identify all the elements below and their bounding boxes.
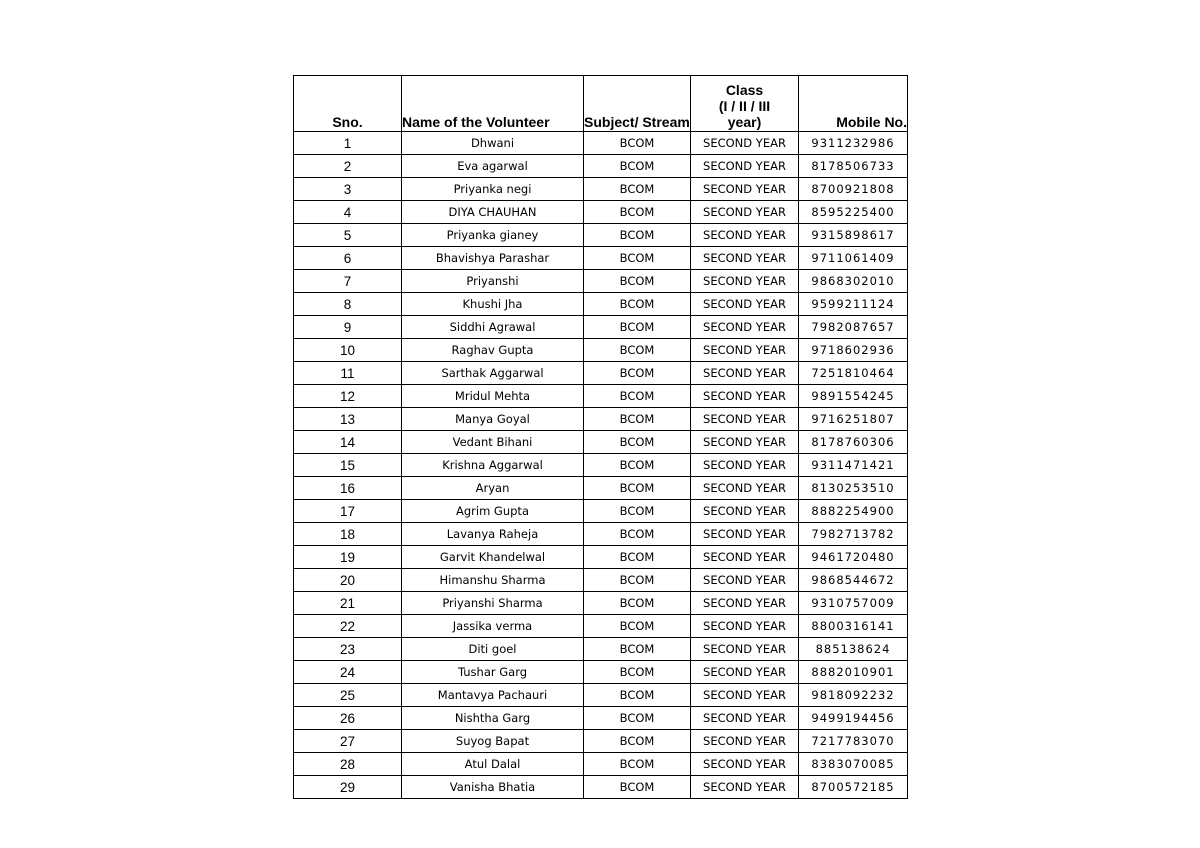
cell-class: SECOND YEAR: [691, 753, 799, 776]
table-row: [294, 638, 908, 661]
cell-sno: 27: [294, 730, 402, 753]
cell-volunteer-name: Vedant Bihani: [402, 431, 584, 454]
table-row: [294, 293, 908, 316]
cell-sno: 14: [294, 431, 402, 454]
header-subject-stream: Subject/ Stream: [584, 76, 691, 132]
table-row: [294, 592, 908, 615]
header-volunteer-name: Name of the Volunteer: [402, 76, 584, 132]
cell-sno: 13: [294, 408, 402, 431]
cell-volunteer-name: Garvit Khandelwal: [402, 546, 584, 569]
table-row: [294, 776, 908, 799]
cell-sno: 4: [294, 201, 402, 224]
table-row: [294, 431, 908, 454]
cell-class: SECOND YEAR: [691, 500, 799, 523]
cell-mobile: 7982713782: [799, 523, 908, 546]
table-row: [294, 615, 908, 638]
cell-class: SECOND YEAR: [691, 293, 799, 316]
cell-mobile: 9310757009: [799, 592, 908, 615]
cell-class: SECOND YEAR: [691, 776, 799, 799]
cell-volunteer-name: Agrim Gupta: [402, 500, 584, 523]
cell-volunteer-name: Tushar Garg: [402, 661, 584, 684]
table-row: [294, 569, 908, 592]
table-row: [294, 546, 908, 569]
cell-mobile: 7982087657: [799, 316, 908, 339]
cell-class: SECOND YEAR: [691, 155, 799, 178]
table-row: [294, 730, 908, 753]
table-row: [294, 385, 908, 408]
cell-mobile: 9599211124: [799, 293, 908, 316]
table-row: [294, 339, 908, 362]
cell-sno: 10: [294, 339, 402, 362]
cell-class: SECOND YEAR: [691, 454, 799, 477]
cell-class: SECOND YEAR: [691, 638, 799, 661]
cell-subject: BCOM: [584, 707, 691, 730]
cell-volunteer-name: Himanshu Sharma: [402, 569, 584, 592]
cell-class: SECOND YEAR: [691, 178, 799, 201]
cell-volunteer-name: Priyanka gianey: [402, 224, 584, 247]
cell-subject: BCOM: [584, 201, 691, 224]
table-body: [294, 132, 908, 799]
cell-sno: 1: [294, 132, 402, 155]
table-row: [294, 684, 908, 707]
cell-class: SECOND YEAR: [691, 569, 799, 592]
cell-sno: 6: [294, 247, 402, 270]
cell-class: SECOND YEAR: [691, 592, 799, 615]
cell-sno: 18: [294, 523, 402, 546]
table-row: [294, 316, 908, 339]
cell-sno: 23: [294, 638, 402, 661]
cell-volunteer-name: Priyanshi Sharma: [402, 592, 584, 615]
header-class-line2: (I / II / III: [718, 98, 771, 114]
table-row: [294, 500, 908, 523]
cell-mobile: 885138624: [799, 638, 908, 661]
cell-volunteer-name: Krishna Aggarwal: [402, 454, 584, 477]
table-row: [294, 132, 908, 155]
cell-subject: BCOM: [584, 454, 691, 477]
cell-sno: 29: [294, 776, 402, 799]
cell-mobile: 8178760306: [799, 431, 908, 454]
cell-class: SECOND YEAR: [691, 707, 799, 730]
header-sno: Sno.: [294, 76, 402, 132]
cell-sno: 9: [294, 316, 402, 339]
table-row: [294, 707, 908, 730]
table-row: [294, 408, 908, 431]
cell-volunteer-name: DIYA CHAUHAN: [402, 201, 584, 224]
cell-volunteer-name: Nishtha Garg: [402, 707, 584, 730]
cell-sno: 16: [294, 477, 402, 500]
cell-subject: BCOM: [584, 776, 691, 799]
cell-sno: 5: [294, 224, 402, 247]
cell-subject: BCOM: [584, 477, 691, 500]
cell-sno: 11: [294, 362, 402, 385]
volunteer-table: [293, 75, 908, 799]
cell-subject: BCOM: [584, 293, 691, 316]
cell-sno: 25: [294, 684, 402, 707]
cell-subject: BCOM: [584, 385, 691, 408]
cell-class: SECOND YEAR: [691, 224, 799, 247]
cell-class: SECOND YEAR: [691, 339, 799, 362]
table-row: [294, 523, 908, 546]
cell-sno: 19: [294, 546, 402, 569]
cell-volunteer-name: Siddhi Agrawal: [402, 316, 584, 339]
cell-sno: 15: [294, 454, 402, 477]
cell-subject: BCOM: [584, 155, 691, 178]
cell-volunteer-name: Eva agarwal: [402, 155, 584, 178]
cell-subject: BCOM: [584, 684, 691, 707]
cell-mobile: 9711061409: [799, 247, 908, 270]
table-row: [294, 270, 908, 293]
header-class-line1: Class: [725, 82, 764, 98]
cell-volunteer-name: Manya Goyal: [402, 408, 584, 431]
cell-sno: 24: [294, 661, 402, 684]
cell-subject: BCOM: [584, 132, 691, 155]
table-header: [294, 76, 908, 132]
cell-mobile: 8700572185: [799, 776, 908, 799]
cell-subject: BCOM: [584, 592, 691, 615]
cell-class: SECOND YEAR: [691, 201, 799, 224]
cell-subject: BCOM: [584, 730, 691, 753]
table-row: [294, 155, 908, 178]
cell-sno: 3: [294, 178, 402, 201]
cell-sno: 17: [294, 500, 402, 523]
cell-class: SECOND YEAR: [691, 730, 799, 753]
table-row: [294, 454, 908, 477]
cell-volunteer-name: Priyanka negi: [402, 178, 584, 201]
table-row: [294, 178, 908, 201]
header-class: [691, 76, 799, 132]
cell-mobile: 9891554245: [799, 385, 908, 408]
table-row: [294, 477, 908, 500]
cell-mobile: 8178506733: [799, 155, 908, 178]
header-mobile: Mobile No.: [799, 76, 908, 132]
cell-volunteer-name: Bhavishya Parashar: [402, 247, 584, 270]
cell-volunteer-name: Khushi Jha: [402, 293, 584, 316]
cell-sno: 26: [294, 707, 402, 730]
cell-class: SECOND YEAR: [691, 431, 799, 454]
cell-class: SECOND YEAR: [691, 247, 799, 270]
cell-class: SECOND YEAR: [691, 316, 799, 339]
cell-subject: BCOM: [584, 638, 691, 661]
cell-mobile: 9499194456: [799, 707, 908, 730]
cell-volunteer-name: Sarthak Aggarwal: [402, 362, 584, 385]
cell-subject: BCOM: [584, 247, 691, 270]
cell-mobile: 7251810464: [799, 362, 908, 385]
cell-subject: BCOM: [584, 546, 691, 569]
cell-subject: BCOM: [584, 500, 691, 523]
cell-subject: BCOM: [584, 270, 691, 293]
cell-volunteer-name: Raghav Gupta: [402, 339, 584, 362]
table-row: [294, 247, 908, 270]
cell-subject: BCOM: [584, 753, 691, 776]
cell-subject: BCOM: [584, 362, 691, 385]
cell-volunteer-name: Aryan: [402, 477, 584, 500]
cell-subject: BCOM: [584, 178, 691, 201]
cell-subject: BCOM: [584, 431, 691, 454]
cell-class: SECOND YEAR: [691, 546, 799, 569]
cell-mobile: 8130253510: [799, 477, 908, 500]
cell-subject: BCOM: [584, 408, 691, 431]
cell-sno: 21: [294, 592, 402, 615]
table-row: [294, 753, 908, 776]
table-row: [294, 362, 908, 385]
cell-volunteer-name: Jassika verma: [402, 615, 584, 638]
cell-subject: BCOM: [584, 615, 691, 638]
cell-mobile: 8882010901: [799, 661, 908, 684]
cell-class: SECOND YEAR: [691, 385, 799, 408]
cell-class: SECOND YEAR: [691, 408, 799, 431]
cell-volunteer-name: Mantavya Pachauri: [402, 684, 584, 707]
cell-mobile: 9868544672: [799, 569, 908, 592]
cell-class: SECOND YEAR: [691, 684, 799, 707]
cell-subject: BCOM: [584, 224, 691, 247]
cell-volunteer-name: Mridul Mehta: [402, 385, 584, 408]
cell-mobile: 8700921808: [799, 178, 908, 201]
cell-class: SECOND YEAR: [691, 132, 799, 155]
cell-class: SECOND YEAR: [691, 362, 799, 385]
cell-subject: BCOM: [584, 661, 691, 684]
cell-mobile: 9311471421: [799, 454, 908, 477]
cell-mobile: 9868302010: [799, 270, 908, 293]
cell-mobile: 8595225400: [799, 201, 908, 224]
cell-mobile: 9315898617: [799, 224, 908, 247]
header-row: [294, 76, 908, 132]
cell-volunteer-name: Vanisha Bhatia: [402, 776, 584, 799]
header-class-line3: year): [727, 114, 762, 130]
cell-mobile: 9818092232: [799, 684, 908, 707]
cell-sno: 12: [294, 385, 402, 408]
cell-mobile: 7217783070: [799, 730, 908, 753]
cell-sno: 2: [294, 155, 402, 178]
cell-mobile: 9311232986: [799, 132, 908, 155]
cell-volunteer-name: Dhwani: [402, 132, 584, 155]
cell-mobile: 8383070085: [799, 753, 908, 776]
cell-mobile: 9461720480: [799, 546, 908, 569]
cell-class: SECOND YEAR: [691, 523, 799, 546]
cell-class: SECOND YEAR: [691, 661, 799, 684]
cell-subject: BCOM: [584, 523, 691, 546]
cell-volunteer-name: Diti goel: [402, 638, 584, 661]
cell-class: SECOND YEAR: [691, 270, 799, 293]
cell-sno: 7: [294, 270, 402, 293]
cell-sno: 28: [294, 753, 402, 776]
cell-volunteer-name: Lavanya Raheja: [402, 523, 584, 546]
table-row: [294, 661, 908, 684]
cell-sno: 22: [294, 615, 402, 638]
cell-mobile: 9716251807: [799, 408, 908, 431]
cell-mobile: 9718602936: [799, 339, 908, 362]
cell-volunteer-name: Suyog Bapat: [402, 730, 584, 753]
cell-mobile: 8882254900: [799, 500, 908, 523]
cell-class: SECOND YEAR: [691, 477, 799, 500]
cell-volunteer-name: Priyanshi: [402, 270, 584, 293]
cell-sno: 20: [294, 569, 402, 592]
cell-subject: BCOM: [584, 339, 691, 362]
cell-volunteer-name: Atul Dalal: [402, 753, 584, 776]
table-row: [294, 201, 908, 224]
cell-subject: BCOM: [584, 316, 691, 339]
table-row: [294, 224, 908, 247]
cell-class: SECOND YEAR: [691, 615, 799, 638]
cell-sno: 8: [294, 293, 402, 316]
cell-mobile: 8800316141: [799, 615, 908, 638]
cell-subject: BCOM: [584, 569, 691, 592]
